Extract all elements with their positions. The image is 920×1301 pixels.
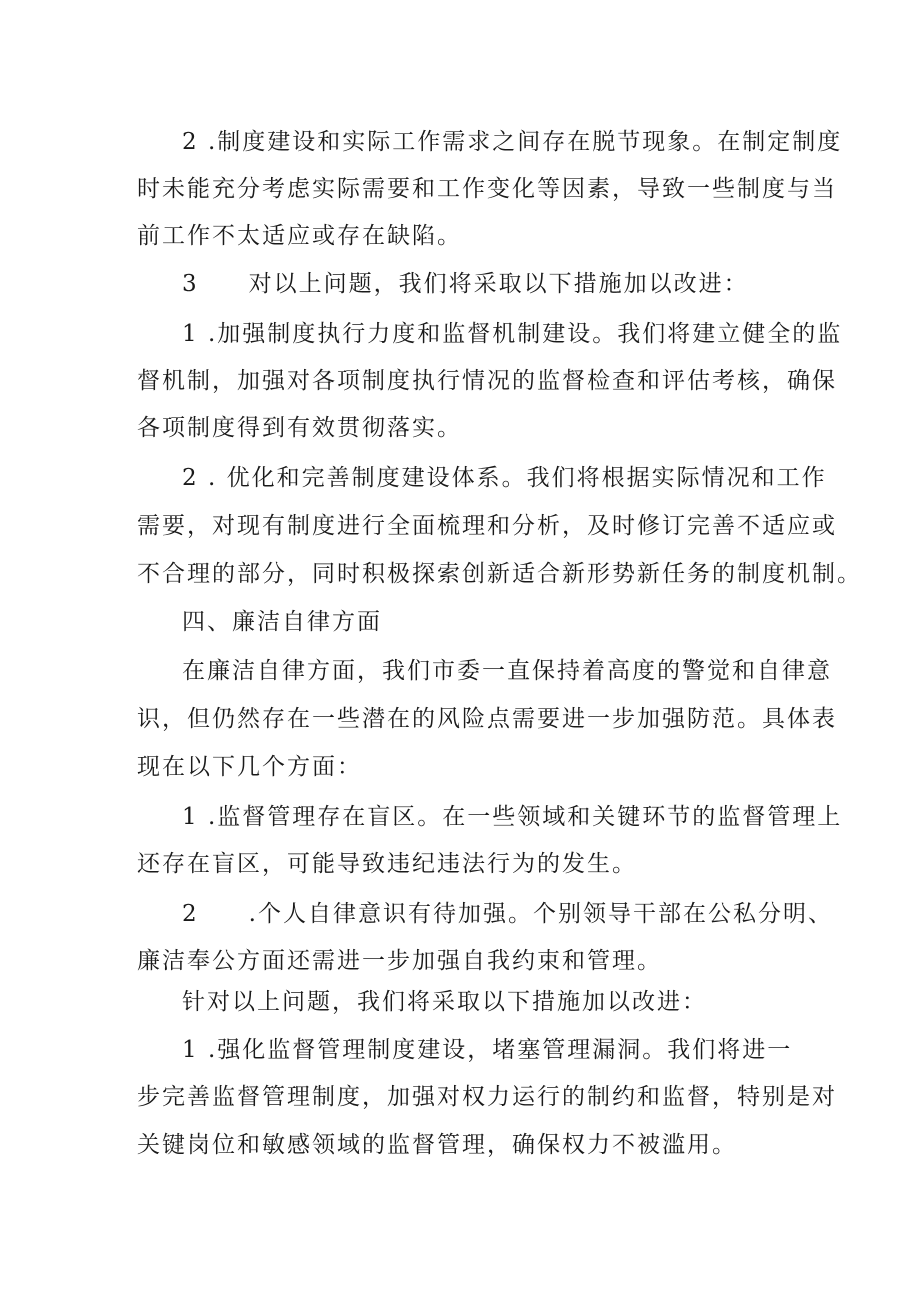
paragraph-4-line-1: 2 . 优化和完善制度建设体系。我们将根据实际情况和工作 <box>182 465 827 491</box>
paragraph-6-line-1: 在廉洁自律方面，我们市委一直保持着高度的警觉和自律意 <box>182 658 832 684</box>
paragraph-7-line-1: 1 .监督管理存在盲区。在一些领域和关键环节的监督管理上 <box>182 804 843 830</box>
paragraph-1-line-2: 时未能充分考虑实际需要和工作变化等因素，导致一些制度与当 <box>137 176 837 202</box>
paragraph-10-line-2: 步完善监督管理制度，加强对权力运行的制约和监督，特别是对 <box>137 1084 837 1110</box>
paragraph-1-line-1: 2 .制度建设和实际工作需求之间存在脱节现象。在制定制度 <box>182 129 843 155</box>
paragraph-3-line-3: 各项制度得到有效贯彻落实。 <box>137 415 462 441</box>
paragraph-3-line-2: 督机制，加强对各项制度执行情况的监督检查和评估考核，确保 <box>137 368 837 394</box>
paragraph-8-line-1: 2 .个人自律意识有待加强。个别领导干部在公私分明、 <box>182 901 833 927</box>
paragraph-6-line-2: 识，但仍然存在一些潜在的风险点需要进一步加强防范。具体表 <box>137 706 837 732</box>
paragraph-8-line-2: 廉洁奉公方面还需进一步加强自我约束和管理。 <box>137 948 662 974</box>
paragraph-6-line-3: 现在以下几个方面： <box>137 754 362 780</box>
paragraph-3-line-1: 1 .加强制度执行力度和监督机制建设。我们将建立健全的监 <box>182 321 843 347</box>
paragraph-1-line-3: 前工作不太适应或存在缺陷。 <box>137 223 462 249</box>
paragraph-4-line-3: 不合理的部分，同时积极探索创新适合新形势新任务的制度机制。 <box>137 561 862 587</box>
paragraph-10-line-3: 关键岗位和敏感领域的监督管理，确保权力不被滥用。 <box>137 1132 737 1158</box>
section-heading-integrity: 四、廉洁自律方面 <box>182 609 382 635</box>
paragraph-2-line-1: 3 对以上问题，我们将采取以下措施加以改进： <box>182 271 749 297</box>
paragraph-7-line-2: 还存在盲区，可能导致违纪违法行为的发生。 <box>137 851 637 877</box>
paragraph-10-line-1: 1 .强化监督管理制度建设，堵塞管理漏洞。我们将进一 <box>182 1037 793 1063</box>
paragraph-4-line-2: 需要，对现有制度进行全面梳理和分析，及时修订完善不适应或 <box>137 513 837 539</box>
paragraph-9-line-1: 针对以上问题，我们将采取以下措施加以改进： <box>182 989 707 1015</box>
